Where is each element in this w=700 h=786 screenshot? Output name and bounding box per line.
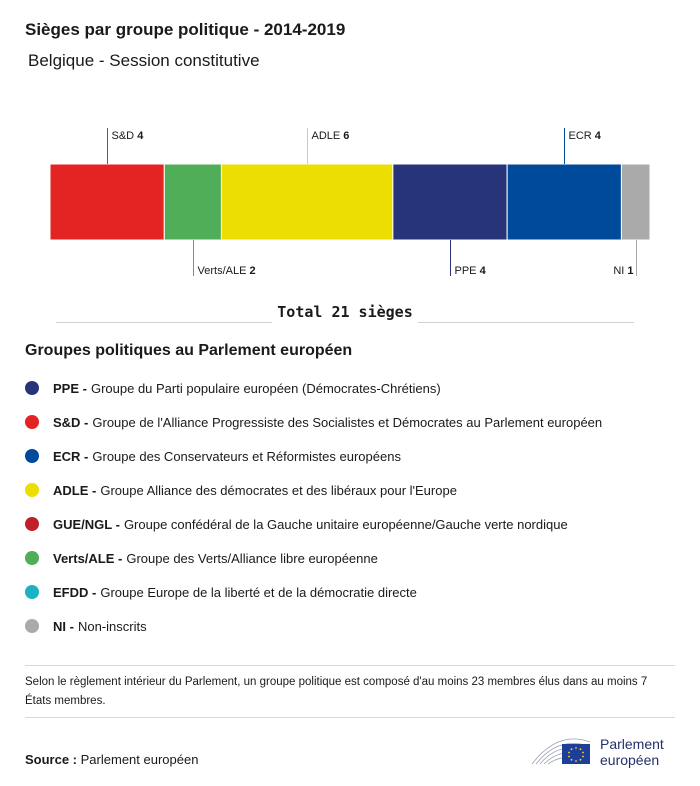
- legend-title: Groupes politiques au Parlement européen: [25, 342, 353, 359]
- bar-label: S&D 4: [111, 130, 144, 142]
- footnote: Selon le règlement intérieur du Parlement, un groupe politique est composé d'au moins 23 membres élus dans au moins 7 États membres.: [25, 676, 648, 707]
- divider: [25, 665, 675, 666]
- chart-subtitle: Belgique - Session constitutive: [28, 51, 260, 70]
- legend-abbr: EFDD -: [53, 584, 97, 600]
- legend-description: Non-inscrits: [77, 618, 147, 634]
- legend-item: [25, 575, 602, 609]
- legend-dot-icon: [25, 585, 39, 599]
- legend-item: [25, 541, 602, 575]
- bar-segment: [621, 164, 650, 240]
- legend-abbr: GUE/NGL -: [53, 516, 120, 532]
- legend-list: [25, 371, 602, 643]
- bar-segment: [507, 164, 621, 240]
- legend-item: [25, 439, 602, 473]
- source-label: Source :: [25, 752, 78, 767]
- legend-dot-icon: [25, 449, 39, 463]
- bar-label: Verts/ALE 2: [197, 265, 256, 277]
- legend-item: [25, 405, 602, 439]
- bar-segment: [164, 164, 221, 240]
- legend-item: [25, 371, 602, 405]
- legend-description: Groupe des Verts/Alliance libre européenne: [126, 550, 378, 566]
- source-value: Parlement européen: [80, 752, 199, 767]
- total-divider-left: [56, 322, 272, 323]
- chart-title: Sièges par groupe politique - 2014-2019: [25, 20, 346, 39]
- bar-segment: [221, 164, 392, 240]
- legend-dot-icon: [25, 551, 39, 565]
- legend-dot-icon: [25, 415, 39, 429]
- source-line: [25, 752, 198, 767]
- legend-dot-icon: [25, 517, 39, 531]
- legend-dot-icon: [25, 483, 39, 497]
- stacked-bar-chart: [0, 120, 700, 280]
- legend-abbr: ADLE -: [53, 482, 97, 498]
- legend-abbr: PPE -: [53, 380, 87, 396]
- divider: [25, 717, 675, 718]
- legend-dot-icon: [25, 381, 39, 395]
- total-divider-right: [418, 322, 634, 323]
- logo-wordmark: Parlement européen: [600, 736, 664, 768]
- legend-description: Groupe des Conservateurs et Réformistes européens: [92, 448, 401, 464]
- legend-description: Groupe Alliance des démocrates et des libéraux pour l'Europe: [100, 482, 457, 498]
- bar-label: ADLE 6: [311, 130, 350, 142]
- legend-description: Groupe de l'Alliance Progressiste des Socialistes et Démocrates au Parlement européen: [92, 414, 603, 430]
- legend-description: Groupe du Parti populaire européen (Démocrates-Chrétiens): [90, 380, 441, 396]
- bar-label: PPE 4: [454, 265, 486, 277]
- legend-item: [25, 473, 602, 507]
- legend-abbr: NI -: [53, 618, 74, 634]
- bar-label: ECR 4: [568, 130, 601, 142]
- legend-dot-icon: [25, 619, 39, 633]
- bar-segment: [50, 164, 164, 240]
- bar-segment: [393, 164, 507, 240]
- legend-abbr: ECR -: [53, 448, 89, 464]
- bar-label: NI 1: [613, 265, 634, 277]
- legend-item: [25, 609, 602, 643]
- legend-description: Groupe Europe de la liberté et de la démocratie directe: [100, 584, 417, 600]
- legend-description: Groupe confédéral de la Gauche unitaire européenne/Gauche verte nordique: [123, 516, 568, 532]
- legend-item: [25, 507, 602, 541]
- legend-abbr: Verts/ALE -: [53, 550, 123, 566]
- legend-abbr: S&D -: [53, 414, 89, 430]
- total-seats-label: Total 21 sièges: [277, 303, 413, 321]
